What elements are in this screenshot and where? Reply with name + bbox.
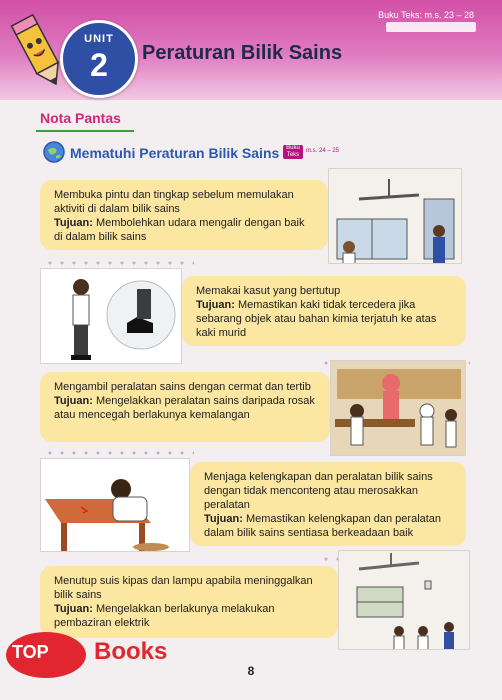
rule-purpose-label-5: Tujuan: [54,603,93,615]
rule-purpose-label-1: Tujuan: [54,217,93,229]
rule-purpose-1: Membolehkan udara mengalir dengan baik di dalam bilik sains [54,217,305,243]
illustration-no-scribbling [40,458,190,552]
rule-purpose-5: Mengelakkan berlakunya melakukan pembaziran elektrik [54,603,275,629]
nota-underline [36,130,134,132]
page-title: Peraturan Bilik Sains [142,42,343,64]
illustration-closed-shoes [40,268,182,364]
rule-text-3: Mengambil peralatan sains dengan cermat dan tertib [54,381,311,393]
rule-box-5 [40,566,338,638]
illustration-switch-off [338,550,470,650]
page-number: 8 [247,664,255,678]
rule-box-1 [40,180,328,250]
globe-icon [42,140,66,164]
book-pages: m.s. 24 – 25 [306,148,340,154]
section-heading: Mematuhi Peraturan Bilik Sains [70,145,280,161]
unit-badge [60,20,138,98]
rule-purpose-label-2: Tujuan: [196,299,235,311]
rule-box-4 [190,462,466,546]
unit-label: UNIT [84,33,114,45]
rule-box-3 [40,372,330,442]
book-tag: Buku Teks [283,145,303,159]
topbooks-logo-books: Books [94,638,168,665]
rule-box-2 [182,276,466,346]
illustration-open-windows [328,168,462,264]
rule-purpose-2: Memastikan kaki tidak tercedera jika sebarang objek atau bahan kimia terjatuh ke atas kaki murid [196,299,437,339]
textbook-ref: Buku Teks: m.s. 23 – 28 [378,10,474,20]
topbooks-logo-top: TOP [12,642,49,662]
rule-text-5: Menutup suis kipas dan lampu apabila meninggalkan bilik sains [54,575,313,601]
rule-purpose-label-3: Tujuan: [54,395,93,407]
unit-number: 2 [90,47,108,83]
rule-text-4: Menjaga kelengkapan dan peralatan bilik sains dengan tidak menconteng atau merosakkan peralatan [204,471,433,511]
rule-text-1: Membuka pintu dan tingkap sebelum memulakan aktiviti di dalam bilik sains [54,189,294,215]
nota-pantas-label: Nota Pantas [40,110,121,126]
dots-divider-3 [44,450,194,456]
rule-purpose-label-4: Tujuan: [204,513,243,525]
rule-purpose-4: Memastikan kelengkapan dan peralatan dalam bilik sains sentiasa berkeadaan baik [204,513,442,539]
rule-text-2: Memakai kasut yang bertutup [196,285,341,297]
illustration-careful-equipment [330,360,466,456]
textbook-ref-box [386,22,476,32]
rule-purpose-3: Mengelakkan peralatan sains daripada rosak atau mencegah berlakunya kemalangan [54,395,315,421]
dots-divider-1 [44,260,194,266]
